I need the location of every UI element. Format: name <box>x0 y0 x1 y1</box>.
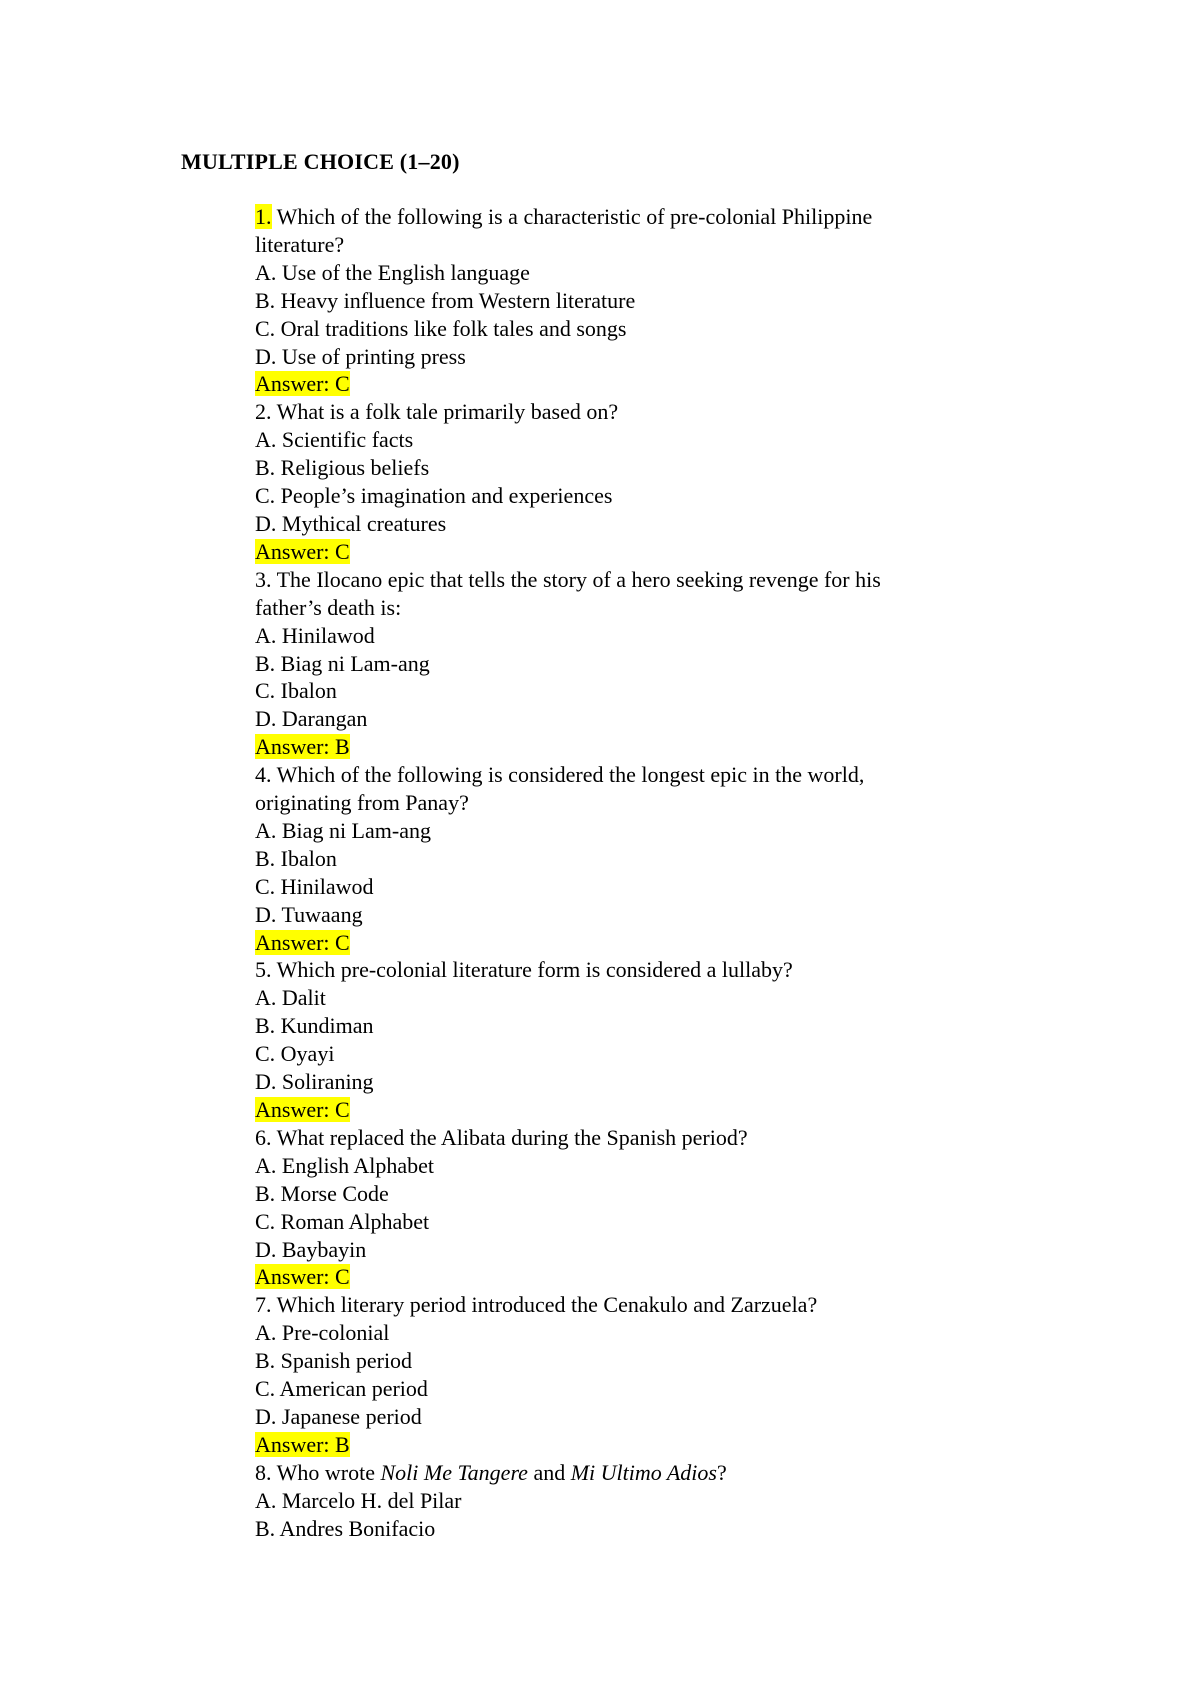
option-b: B. Biag ni Lam-ang <box>255 650 430 676</box>
option-b: B. Morse Code <box>255 1180 389 1206</box>
question-number: 8. <box>255 1459 272 1485</box>
question-6 <box>255 1124 975 1291</box>
question-text-prefix: Who wrote <box>276 1459 381 1485</box>
question-text: What replaced the Alibata during the Spanish period? <box>276 1124 748 1150</box>
question-text: What is a folk tale primarily based on? <box>276 399 619 425</box>
question-number: 6. <box>255 1124 272 1150</box>
option-c: C. Oral traditions like folk tales and songs <box>255 315 627 341</box>
answer-key: Answer: C <box>255 1264 350 1290</box>
option-a: A. Pre-colonial <box>255 1320 390 1346</box>
question-text-continued: literature? <box>255 231 345 257</box>
question-2 <box>255 398 975 565</box>
answer-key: Answer: C <box>255 1097 350 1122</box>
option-a: A. Marcelo H. del Pilar <box>255 1487 462 1513</box>
option-a: A. Use of the English language <box>255 259 530 285</box>
option-c: C. Roman Alphabet <box>255 1208 430 1234</box>
question-text-suffix: ? <box>716 1459 727 1485</box>
question-number: 2. <box>255 399 272 425</box>
question-8 <box>255 1459 975 1543</box>
question-text: Which of the following is a characteristic of pre-colonial Philippine <box>276 204 873 229</box>
answer-key: Answer: B <box>255 1431 350 1457</box>
option-b: B. Spanish period <box>255 1348 413 1374</box>
option-d: D. Soliraning <box>255 1069 374 1095</box>
question-number: 4. <box>255 762 272 788</box>
question-text-continued: father’s death is: <box>255 594 402 620</box>
section-heading: MULTIPLE CHOICE (1–20) <box>181 149 460 174</box>
question-4 <box>255 761 975 956</box>
question-number: 7. <box>255 1292 272 1318</box>
option-c: C. American period <box>255 1376 428 1402</box>
question-text-middle: and <box>527 1459 571 1485</box>
option-c: C. Oyayi <box>255 1041 335 1067</box>
question-stem-line <box>255 1291 975 1319</box>
question-text: Which literary period introduced the Cenakulo and Zarzuela? <box>276 1292 818 1318</box>
option-a: A. Scientific facts <box>255 427 414 453</box>
question-text: Which pre-colonial literature form is considered a lullaby? <box>276 957 793 983</box>
option-d: D. Baybayin <box>255 1236 367 1262</box>
question-list <box>255 203 975 1543</box>
option-d: D. Mythical creatures <box>255 510 447 536</box>
question-7 <box>255 1291 975 1458</box>
question-stem-line <box>255 398 975 426</box>
option-b: B. Andres Bonifacio <box>255 1515 436 1541</box>
question-stem-line <box>255 203 975 231</box>
question-stem-line <box>255 1459 975 1487</box>
question-stem-line <box>255 1124 975 1152</box>
question-3 <box>255 566 975 761</box>
answer-key: Answer: B <box>255 734 350 760</box>
option-a: A. Hinilawod <box>255 622 375 648</box>
option-d: D. Tuwaang <box>255 901 363 927</box>
answer-key: Answer: C <box>255 371 350 397</box>
option-b: B. Heavy influence from Western literature <box>255 287 636 313</box>
title-noli-me-tangere: Noli Me Tangere <box>380 1459 528 1485</box>
option-d: D. Darangan <box>255 706 368 732</box>
question-5 <box>255 956 975 1123</box>
question-text: The Ilocano epic that tells the story of a hero seeking revenge for his <box>276 566 881 592</box>
question-stem-line <box>255 761 975 789</box>
option-b: B. Ibalon <box>255 845 337 871</box>
option-a: A. English Alphabet <box>255 1152 435 1178</box>
question-text-continued: originating from Panay? <box>255 790 469 816</box>
option-d: D. Japanese period <box>255 1403 422 1429</box>
option-c: C. Hinilawod <box>255 873 374 899</box>
question-number: 5. <box>255 957 272 983</box>
option-c: C. People’s imagination and experiences <box>255 483 613 509</box>
question-stem-line <box>255 956 975 984</box>
answer-key: Answer: C <box>255 538 350 564</box>
option-b: B. Kundiman <box>255 1013 374 1039</box>
answer-key: Answer: C <box>255 929 350 955</box>
option-b: B. Religious beliefs <box>255 455 430 481</box>
question-text: Which of the following is considered the longest epic in the world, <box>276 762 865 788</box>
question-number: 3. <box>255 566 272 592</box>
option-d: D. Use of printing press <box>255 343 466 369</box>
option-a: A. Biag ni Lam-ang <box>255 817 431 843</box>
question-1 <box>255 203 975 398</box>
title-mi-ultimo-adios: Mi Ultimo Adios <box>570 1459 717 1485</box>
question-stem-line <box>255 566 975 594</box>
option-a: A. Dalit <box>255 985 326 1011</box>
option-c: C. Ibalon <box>255 678 337 704</box>
question-number: 1. <box>255 204 272 229</box>
